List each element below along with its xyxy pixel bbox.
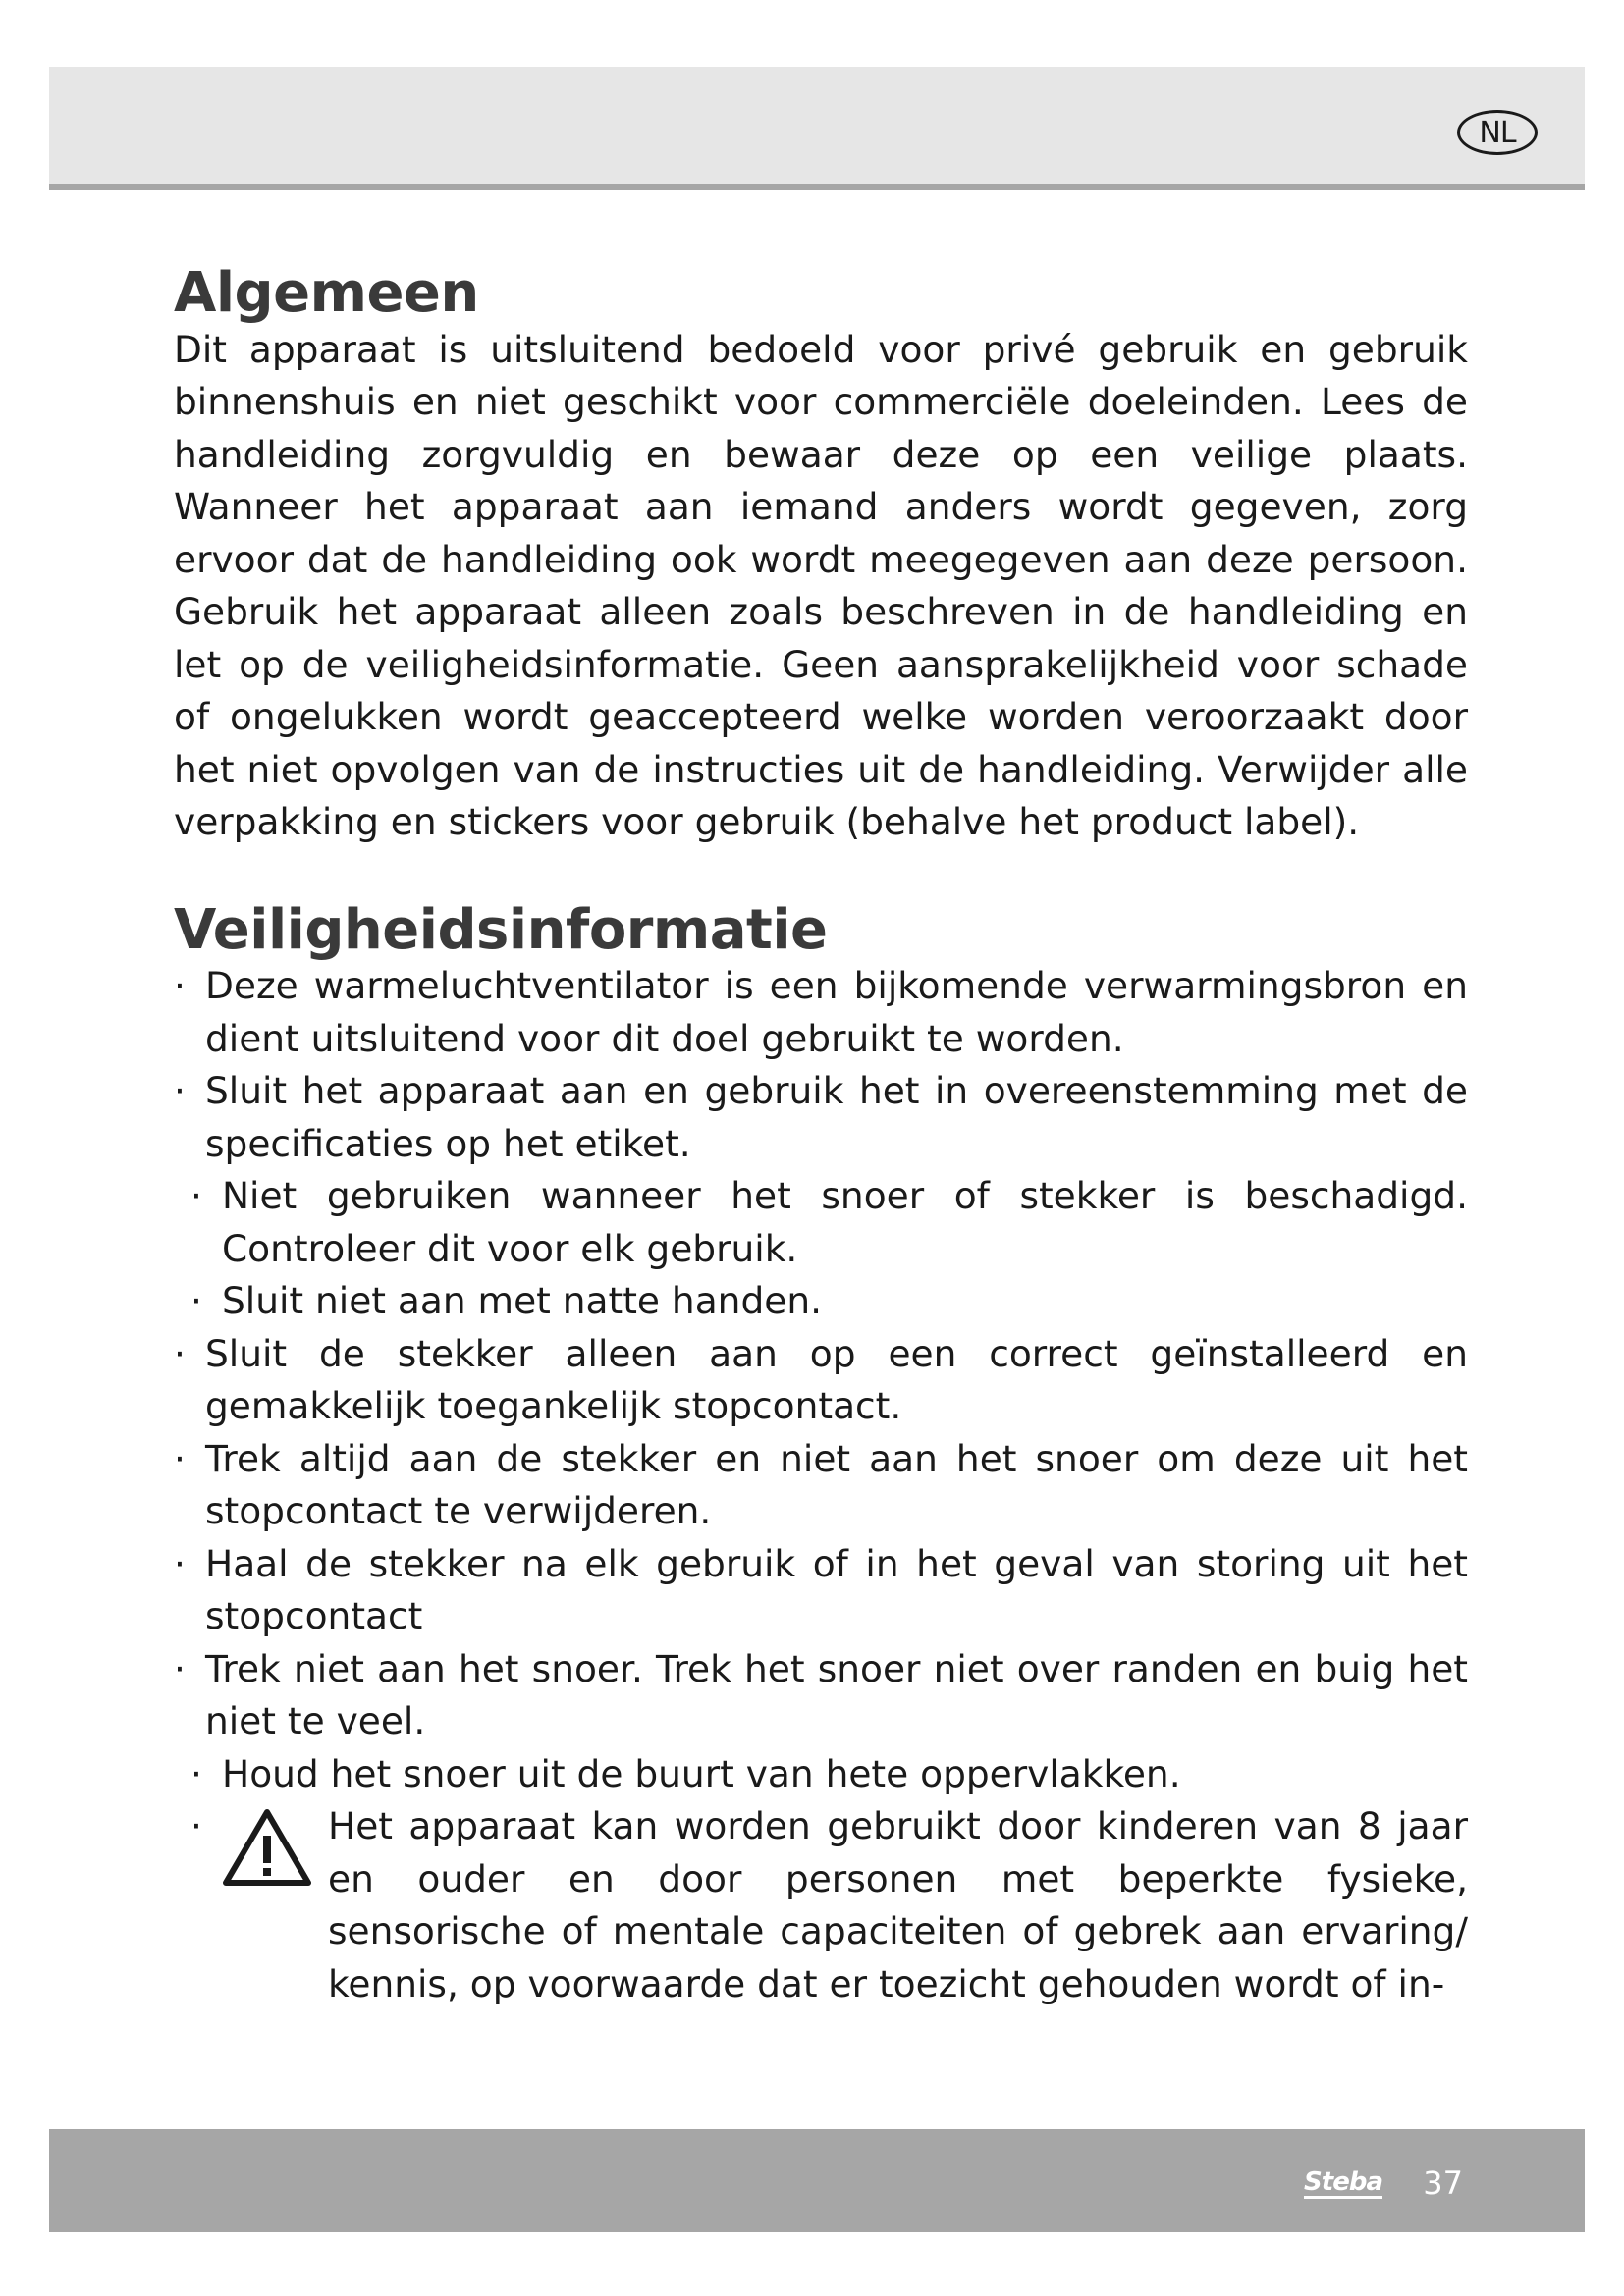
warning-triangle-icon (222, 1808, 312, 1887)
safety-item: · Deze warmeluchtventilator is een bijkomende verwarmingsbron en dient uitsluitend voor dit doel gebruikt te worden. (174, 960, 1468, 1065)
safety-item: · Trek niet aan het snoer. Trek het snoer niet over randen en buig het niet te veel. (174, 1643, 1468, 1748)
safety-list (174, 960, 1468, 2010)
safety-item: · Sluit het apparaat aan en gebruik het in overeenstemming met de specificaties op het etiket. (174, 1065, 1468, 1170)
language-badge: NL (1457, 110, 1538, 155)
brand-logo: Steba (1304, 2167, 1382, 2197)
page-footer (49, 2129, 1585, 2232)
page-content (174, 263, 1468, 2010)
general-body-text: Dit apparaat is uitsluitend bedoeld voor privé gebruik en gebruik binnenshuis en niet geschikt voor commerciële doeleinden. Lees de handleiding zorgvuldig en bewaar deze op een veilige plaats. Wanneer het apparaat aan iemand anders wordt gegeven, zorg ervoor dat de handleiding ook wordt meegegeven aan deze persoon. Gebruik het apparaat alleen zoals beschreven in de handleiding en let op de veiligheidsinformatie. Geen aansprakelijkheid voor schade of ongelukken wordt geaccepteerd welke worden veroorzaakt door het niet opvolgen van de instructies uit de handleiding. Verwijder alle verpakking en stickers voor gebruik (behalve het product label). (174, 327, 1468, 844)
safety-item: · Haal de stekker na elk gebruik of in het geval van storing uit het stopcontact (174, 1538, 1468, 1643)
section-safety (174, 897, 1468, 2011)
safety-item: · Niet gebruiken wanneer het snoer of stekker is beschadigd. Controleer dit voor elk gebruik. (174, 1170, 1468, 1275)
page-header (49, 67, 1585, 190)
warning-text: · Het apparaat kan worden gebruikt door kinderen van 8 jaar en ouder en door personen met beperkte fysieke, sensorische of mentale capaciteiten of gebrek aan ervaring/ kennis, op voorwaarde dat er toezicht gehouden wordt of in- (328, 1804, 1468, 2005)
section-title-general: Algemeen (174, 261, 479, 325)
page-number: 37 (1423, 2164, 1463, 2202)
section-general (174, 263, 1468, 849)
safety-item: · Sluit niet aan met natte handen. (174, 1275, 1468, 1328)
safety-item: · Trek altijd aan de stekker en niet aan het snoer om deze uit het stopcontact te verwijderen. (174, 1433, 1468, 1538)
section-title-safety: Veiligheidsinformatie (174, 897, 828, 962)
safety-item: · Houd het snoer uit de buurt van hete oppervlakken. (174, 1748, 1468, 1801)
safety-item-warning (174, 1800, 1468, 2010)
safety-item: · Sluit de stekker alleen aan op een correct geïnstalleerd en gemakkelijk toegankelijk stopcontact. (174, 1328, 1468, 1433)
